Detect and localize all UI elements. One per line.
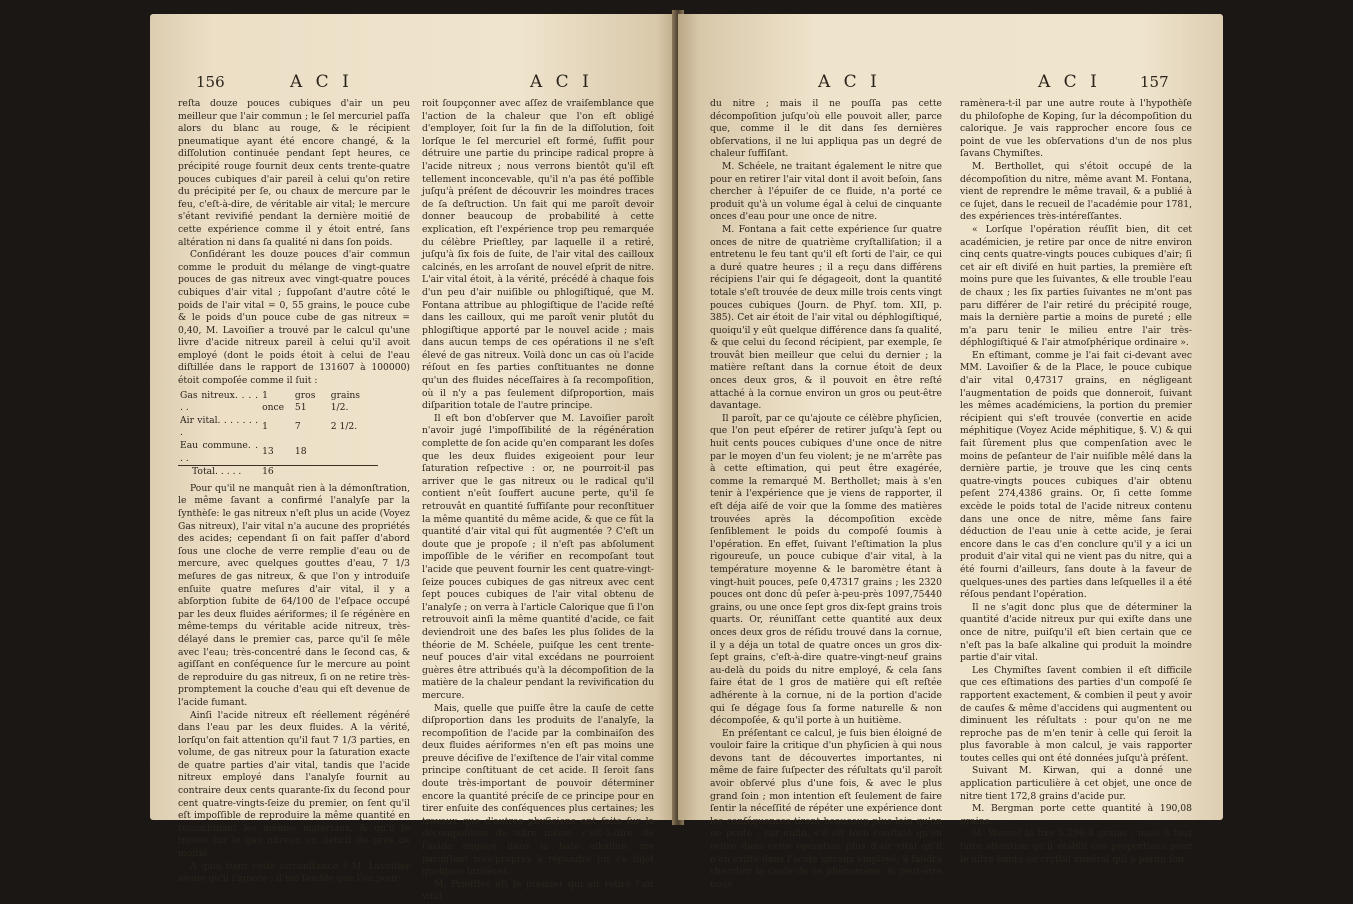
left-page: [150, 14, 678, 903]
left-page-number: 156: [196, 73, 225, 91]
paragraph: Il eſt bon d'obſerver que M. Lavoiſier paroît n'avoir jugé l'impoſſibilité de la régénération complette de ſon acide qu'en comparant les doſes que les deux fluides exigeoient pour leur ſaturation reſpective : or, ne pourroit-il pas arriver que le gas nitreux ou le radical qu'il contient n'eût ſouffert aucune perte, qu'il ſe retrouvât en quantité ſuffiſante pour reconſtituer la même quantité du même acide, & que ce fût la quantité d'air vital qui fût augmentée ? C'eſt un doute que je propoſe ; il n'eſt pas abſolument impoſſible de le vérifier en recompoſant tout l'acide que peuvent fournir les cent quatre-vingt-ſeize pouces cubiques de gas nitreux avec cent ſept pouces cubiques de l'air vital obtenu de l'analyſe ; on verra à l'article Calorique que ſi l'on retrouvoit ainſi la même quantité d'acide, ce fait deviendroit une des baſes les plus ſolides de la théorie de M. Schéele, puiſque les cent trente-neuf pouces d'air vital excédans ne pourroient guères être attribués qu'à la décompoſition de la matière de la chaleur pendant la revivification du mercure.: [422, 412, 655, 701]
composition-table: [178, 390, 378, 479]
paragraph: du nitre ; mais il ne pouſſa pas cette décompoſition juſqu'où elle pouvoit aller, parce que, comme il le dit dans ſes dernières obſervations, il ne lui appliqua pas un degré de chaleur ſuffiſant.: [710, 98, 942, 160]
left-column-2: [422, 98, 655, 903]
paragraph: M. Bergman porte cette quantité à 190,08 grains.: [960, 803, 1192, 827]
paragraph: roit ſoupçonner avec aſſez de vraiſemblance que l'action de la chaleur que l'on eſt obligé d'employer, ſoit ſur la fin de la diſſolution, ſoit lorſque le ſel mercuriel eſt formé, ſuffit pour détruire une partie du principe radical propre à l'acide nitreux ; nous verrons bientôt qu'il eſt tellement inconcevable, qu'il n'a pas été poſſible juſqu'à préſent de découvrir les moindres traces de ſa deſtruction. Un fait qui me paroît devoir donner beaucoup de probabilité à cette explication, eſt l'expérience trop peu remarquée du célèbre Prieſtley, par laquelle il a retiré, juſqu'à ſix fois de ſuite, de l'air vital des cailloux calcinés, en les arroſant de nouvel eſprit de nitre. L'air vital étoit, à la vérité, précédé à chaque fois d'un peu d'air nuiſible ou phlogiſtiqué, que M. Fontana attribue au phlogiſtique de l'acide reſté dans les cailloux, qui me paroît venir plutôt du phlogiſtique apporté par le nouvel acide ; mais dans aucun temps de ces opérations il ne s'eſt élevé de gas nitreux. Voilà donc un cas où l'acide réſout en ſes parties conſtituantes ne donne qu'un des fluides néceſſaires à ſa recompoſition, où il n'y a pas ſeulement diſproportion, mais diſparition totale de l'autre principe.: [422, 98, 654, 412]
table-row: Air vital. . . . . . . . 1 7 2 1/2.: [180, 414, 358, 439]
paragraph: En eſtimant, comme je l'ai fait ci-devant avec MM. Lavoiſier & de la Place, le pouce cubique d'air vital 0,47317 grains, en négligeant l'augmentation de poids que donneroit, ſuivant les mêmes académiciens, la portion du premier récipient qui s'eſt trouvée (convertie en acide méphitique (Voyez Acide méphitique, §. V.) & qui fait ſûrement plus que compenſation avec le moins de peſanteur de l'air nuiſible mêlé dans la dernière partie, je trouve que les cinq cents quatre-vingts pouces cubiques d'air obtenu peſent 274,4386 grains. Or, ſi cette ſomme excède le poids total de l'acide nitreux contenu dans une once de nitre, même ſans faire déduction de l'eau unie à cette acide, je ſerai encore dans le cas d'en conclure qu'il y a ici un produit d'air vital qui ne vient pas du nitre, qui a été fourni d'ailleurs, ſans doute à la faveur de quelques-unes des parties dans leſquelles il a été réſous pendant l'opération.: [960, 349, 1192, 601]
paragraph: Mais, quelle que puiſſe être la cauſe de cette diſproportion dans les produits de l'analyſe, la recompoſition de l'acide par la combinaiſon des deux fluides aériformes n'en eſt pas moins une preuve déciſive de l'exiſtence de l'air vital comme principe conſtituant de cet acide. Il ſeroit ſans doute très-important de pouvoir déterminer encore la quantité préciſe de ce principe pour en tirer enſuite des conſéquences plus certaines; les travaux que d'autres phyſiciens ont faits ſur la décompoſition du nitre même, c'eſt-à-dire, de l'acide engagé dans la baſe alkaline, me paroiſſent très-propres à répandre ſur ce ſujet quelques lumières.: [422, 702, 654, 878]
paragraph: Les Chymiſtes ſavent combien il eſt difficile que ces eſtimations des parties d'un compoſé ſe rapportent exactement, & combien il peut y avoir de cauſes & même d'accidens qui augmentent ou diminuent les réſultats : pour qu'on ne me reproche pas de m'en tenir à celle qui ſeroit la plus favorable à mon calcul, je vais rapporter toutes celles qui ont été données juſqu'à préſent.: [960, 664, 1192, 764]
table-total-row: Total. . . . . 16: [178, 466, 378, 479]
left-running-head-col2: A C I: [530, 72, 593, 92]
paragraph: Il ne s'agit donc plus que de déterminer la quantité d'acide nitreux pur qui exiſte dans une once de nitre, puiſqu'il eſt bien certain que ce n'eſt pas la baſe alkaline qui produit la moindre partie d'air vital.: [960, 601, 1192, 664]
paragraph: A quoi tient cette circonſtance ? M. Lavoiſier avoue qu'il l'ignore : il me ſemble que l'on pour-: [178, 860, 410, 885]
paragraph: Suivant M. Kirwan, qui a donné une application particulière à cet objet, une once de nitre tient 172,8 grains d'acide pur.: [960, 765, 1192, 802]
paragraph: M. Prieſtley eſt le premier qui ait retiré l'air vital: [422, 878, 654, 903]
right-page-number: 157: [1140, 73, 1169, 91]
paragraph: Il paroît, par ce qu'ajoute ce célèbre phyſicien, que l'on peut eſpérer de retirer juſqu'à ſept ou huit cents pouces cubiques d'une once de nitre par le moyen d'un feu violent; je ne m'arrête pas à cette eſtimation, qui peut être exagérée, comme la remarqué M. Berthollet; mais à s'en tenir à l'expérience que je viens de rapporter, il eſt déja aiſé de voir que la ſomme des matières trouvées après la décompoſition excède ſenſiblement le poids du compoſé ſoumis à l'opération. En effet, ſuivant l'eſtimation la plus rigoureuſe, un pouce cubique d'air vital, à la température moyenne & le baromètre étant à vingt-huit pouces, peſe 0,47317 grains ; les 2320 pouces ont donc dû peſer à-peu-près 1097,75440 grains, ou une once ſept gros dix-ſept grains trois quarts. Or, réuniſſant cette quantité aux deux onces deux gros de réſidu trouvé dans la cornue, il y a déja un total de quatre onces un gros dix-ſept grains, c'eſt-à-dire quatre-vingt-neuf grains au-delà du poids du nitre employé, & cela ſans faire état de 1 gros de matière qui eſt reſtée adhérente à la cornue, ni de la portion d'acide qui ſe dégage ſous ſa forme naturelle & non décompoſée, & qu'il porte à un huitième.: [710, 412, 942, 727]
paragraph: Pour qu'il ne manquât rien à la démonſtration, le même ſavant a confirmé l'analyſe par la ſynthèſe: le gas nitreux n'eſt plus un acide (Voyez Gas nitreux), l'air vital n'a aucune des propriétés des acides; cependant ſi on fait paſſer d'abord ſous une cloche de verre remplie d'eau ou de mercure, avec quelques gouttes d'eau, 7 1/3 meſures de gas nitreux, & que l'on y introduiſe enſuite quatre meſures d'air vital, il y a abſorption ſubite de 64/100 de l'eſpace occupé par les deux fluides aériformes; il ſe régénère en même-temps du véritable acide nitreux, très-délayé dans le premier cas, parce qu'il ſe mêle avec l'eau; très-concentré dans le ſecond cas, & agiſſant en conſéquence ſur le mercure au point de reproduire du gas nitreux, ſi on ne retire très-promptement la couche d'eau qui eſt devenue de l'acide fumant.: [178, 482, 410, 708]
paragraph: M. Berthollet, qui s'étoit occupé de la décompoſition du nitre, même avant M. Fontana, vient de reprendre le même travail, & a publié à ce ſujet, dans le recueil de l'académie pour 1781, des expériences très-intéreſſantes.: [960, 160, 1192, 223]
paragraph: Ainſi l'acide nitreux eſt réellement régénéré dans l'eau par les deux fluides. A la vérité, lorſqu'on fait attention qu'il faut 7 1/3 parties, en volume, de gas nitreux pour la ſaturation exacte de quatre parties d'air vital, tandis que l'acide nitreux employé dans l'analyſe fournit au contraire deux cents quarante-ſix du ſecond pour cent quatre-vingts-ſeize du premier, on ſent qu'il eſt impoſſible de reproduire la même quantité en recombinant les mêmes matériaux, & qu'il ſe trouve ſur le gas nitreux un déficit de près de moitié.: [178, 709, 410, 860]
paragraph: M. Schéele, ne traitant également le nitre que pour en retirer l'air vital dont il avoit beſoin, ſans chercher à l'épuiſer de ce fluide, n'a porté ce produit qu'à un volume égal à celui de cinquante onces d'eau pour une once de nitre.: [710, 160, 942, 223]
table-row: Eau commune. . . . 13 18: [180, 440, 307, 464]
right-page: [678, 14, 1223, 890]
paragraph: « Lorſque l'opération réuſſit bien, dit cet académicien, je retire par once de nitre environ cinq cents quatre-vingts pouces cubiques d'air; ſi cet air eſt diviſé en huit parties, la première eſt moins pure que les ſuivantes, & elle trouble l'eau de chaux ; les ſix parties ſuivantes ne m'ont pas paru différer de l'air retiré du précipité rouge, mais la dernière partie a moins de pureté ; elle m'a paru tenir le milieu entre l'air très-déphlogiſtiqué & l'air atmoſphérique ordinaire ».: [960, 223, 1192, 349]
left-running-head-col1: A C I: [290, 72, 353, 92]
table-row: Gas nitreux. . . . . . 1 once gros 51 grains 1/2.: [180, 389, 361, 414]
paragraph: En préſentant ce calcul, je ſuis bien éloigné de vouloir faire la critique d'un phyſicien à qui nous devons tant de découvertes importantes, ni même de faire ſuſpecter des réſultats qu'il paroît avoir obſervé plus d'une fois, & avec le plus grand ſoin ; mon intention eſt ſeulement de faire ſentir la néceſſité de répéter une expérience dont les conſéquences tirent beaucoup plus loin qu'on ne penſe ; car enfin, s'il eſt bien conſtaté qu'on retire dans cette opération plus d'air vital qu'il n'en exiſte dans l'acide nitreux employé, il faudra chercher la cauſe de ce phénomène, & peut-être nous: [710, 727, 942, 890]
right-column-1: [710, 98, 942, 890]
paragraph: reſta douze pouces cubiques d'air un peu meilleur que l'air commun ; le ſel mercuriel paſſa alors du blanc au rouge, & le récipient pneumatique ayant été encore changé, & la diſſolution continuée pendant ſept heures, ce précipité rouge fournit deux cents trente-quatre pouces cubiques d'air pareil à celui qu'on retire du précipité per ſe, ou chaux de mercure par le feu, c'eſt-à-dire, de véritable air vital; le mercure s'étant revivifié pendant la dernière moitié de cette expérience comme il y étoit entré, ſans altération ni dans ſa qualité ni dans ſon poids.: [178, 98, 410, 248]
right-running-head-col1: A C I: [818, 72, 881, 92]
paragraph: M. Fontana a fait cette expérience ſur quatre onces de nitre de quatrième cryſtalliſation; il a entretenu le feu tant qu'il eſt ſorti de l'air, ce qui a duré quatre heures ; il a reçu dans différens récipiens l'air qui ſe dégageoit, dont la quantité totale s'eſt trouvée de deux mille trois cents vingt pouces cubiques (Journ. de Phyſ. tom. XII, p. 385). Cet air étoit de l'air vital ou déphlogiſtiqué, quoiqu'il y eût quelque différence dans ſa qualité, & que celui du ſecond récipient, par exemple, ſe trouvât bien meilleur que celui du dernier ; la matière reſtant dans la cornue étoit de deux onces deux gros, & il pouvoit en être reſté attaché à la cornue environ un gros ou peut-être davantage.: [710, 223, 942, 412]
right-column-2: [960, 98, 1192, 865]
left-column-1: [178, 98, 410, 885]
paragraph: ramènera-t-il par une autre route à l'hypothèſe du philoſophe de Koping, ſur la décompoſition du calorique. Je vais rapprocher encore ſous ce point de vue les obſervations d'un de nos plus ſavans Chymiſtes.: [960, 98, 1192, 160]
paragraph: Conſidérant les douze pouces d'air commun comme le produit du mélange de vingt-quatre pouces de gas nitreux avec vingt-quatre pouces cubiques d'air vital ; ſuppoſant d'autre côté le poids de l'air vital = 0, 55 grains, le pouce cube & le poids d'un pouce cube de gas nitreux = 0,40, M. Lavoiſier a trouvé par le calcul qu'une livre d'acide nitreux pareil à celui qu'il avoit employé (dont le poids étoit à celui de l'eau diſtillée dans le rapport de 131607 à 100000) étoit compoſée comme il ſuit :: [178, 249, 410, 387]
paragraph: M. Wenzel la fixe à 298,8 grains ; mais il faut faire attention qu'il établit ces proportions pour le nitre fondu ou cryſtal minéral qui a perdu ſon: [960, 828, 1192, 865]
right-running-head-col2: A C I: [1038, 72, 1101, 92]
